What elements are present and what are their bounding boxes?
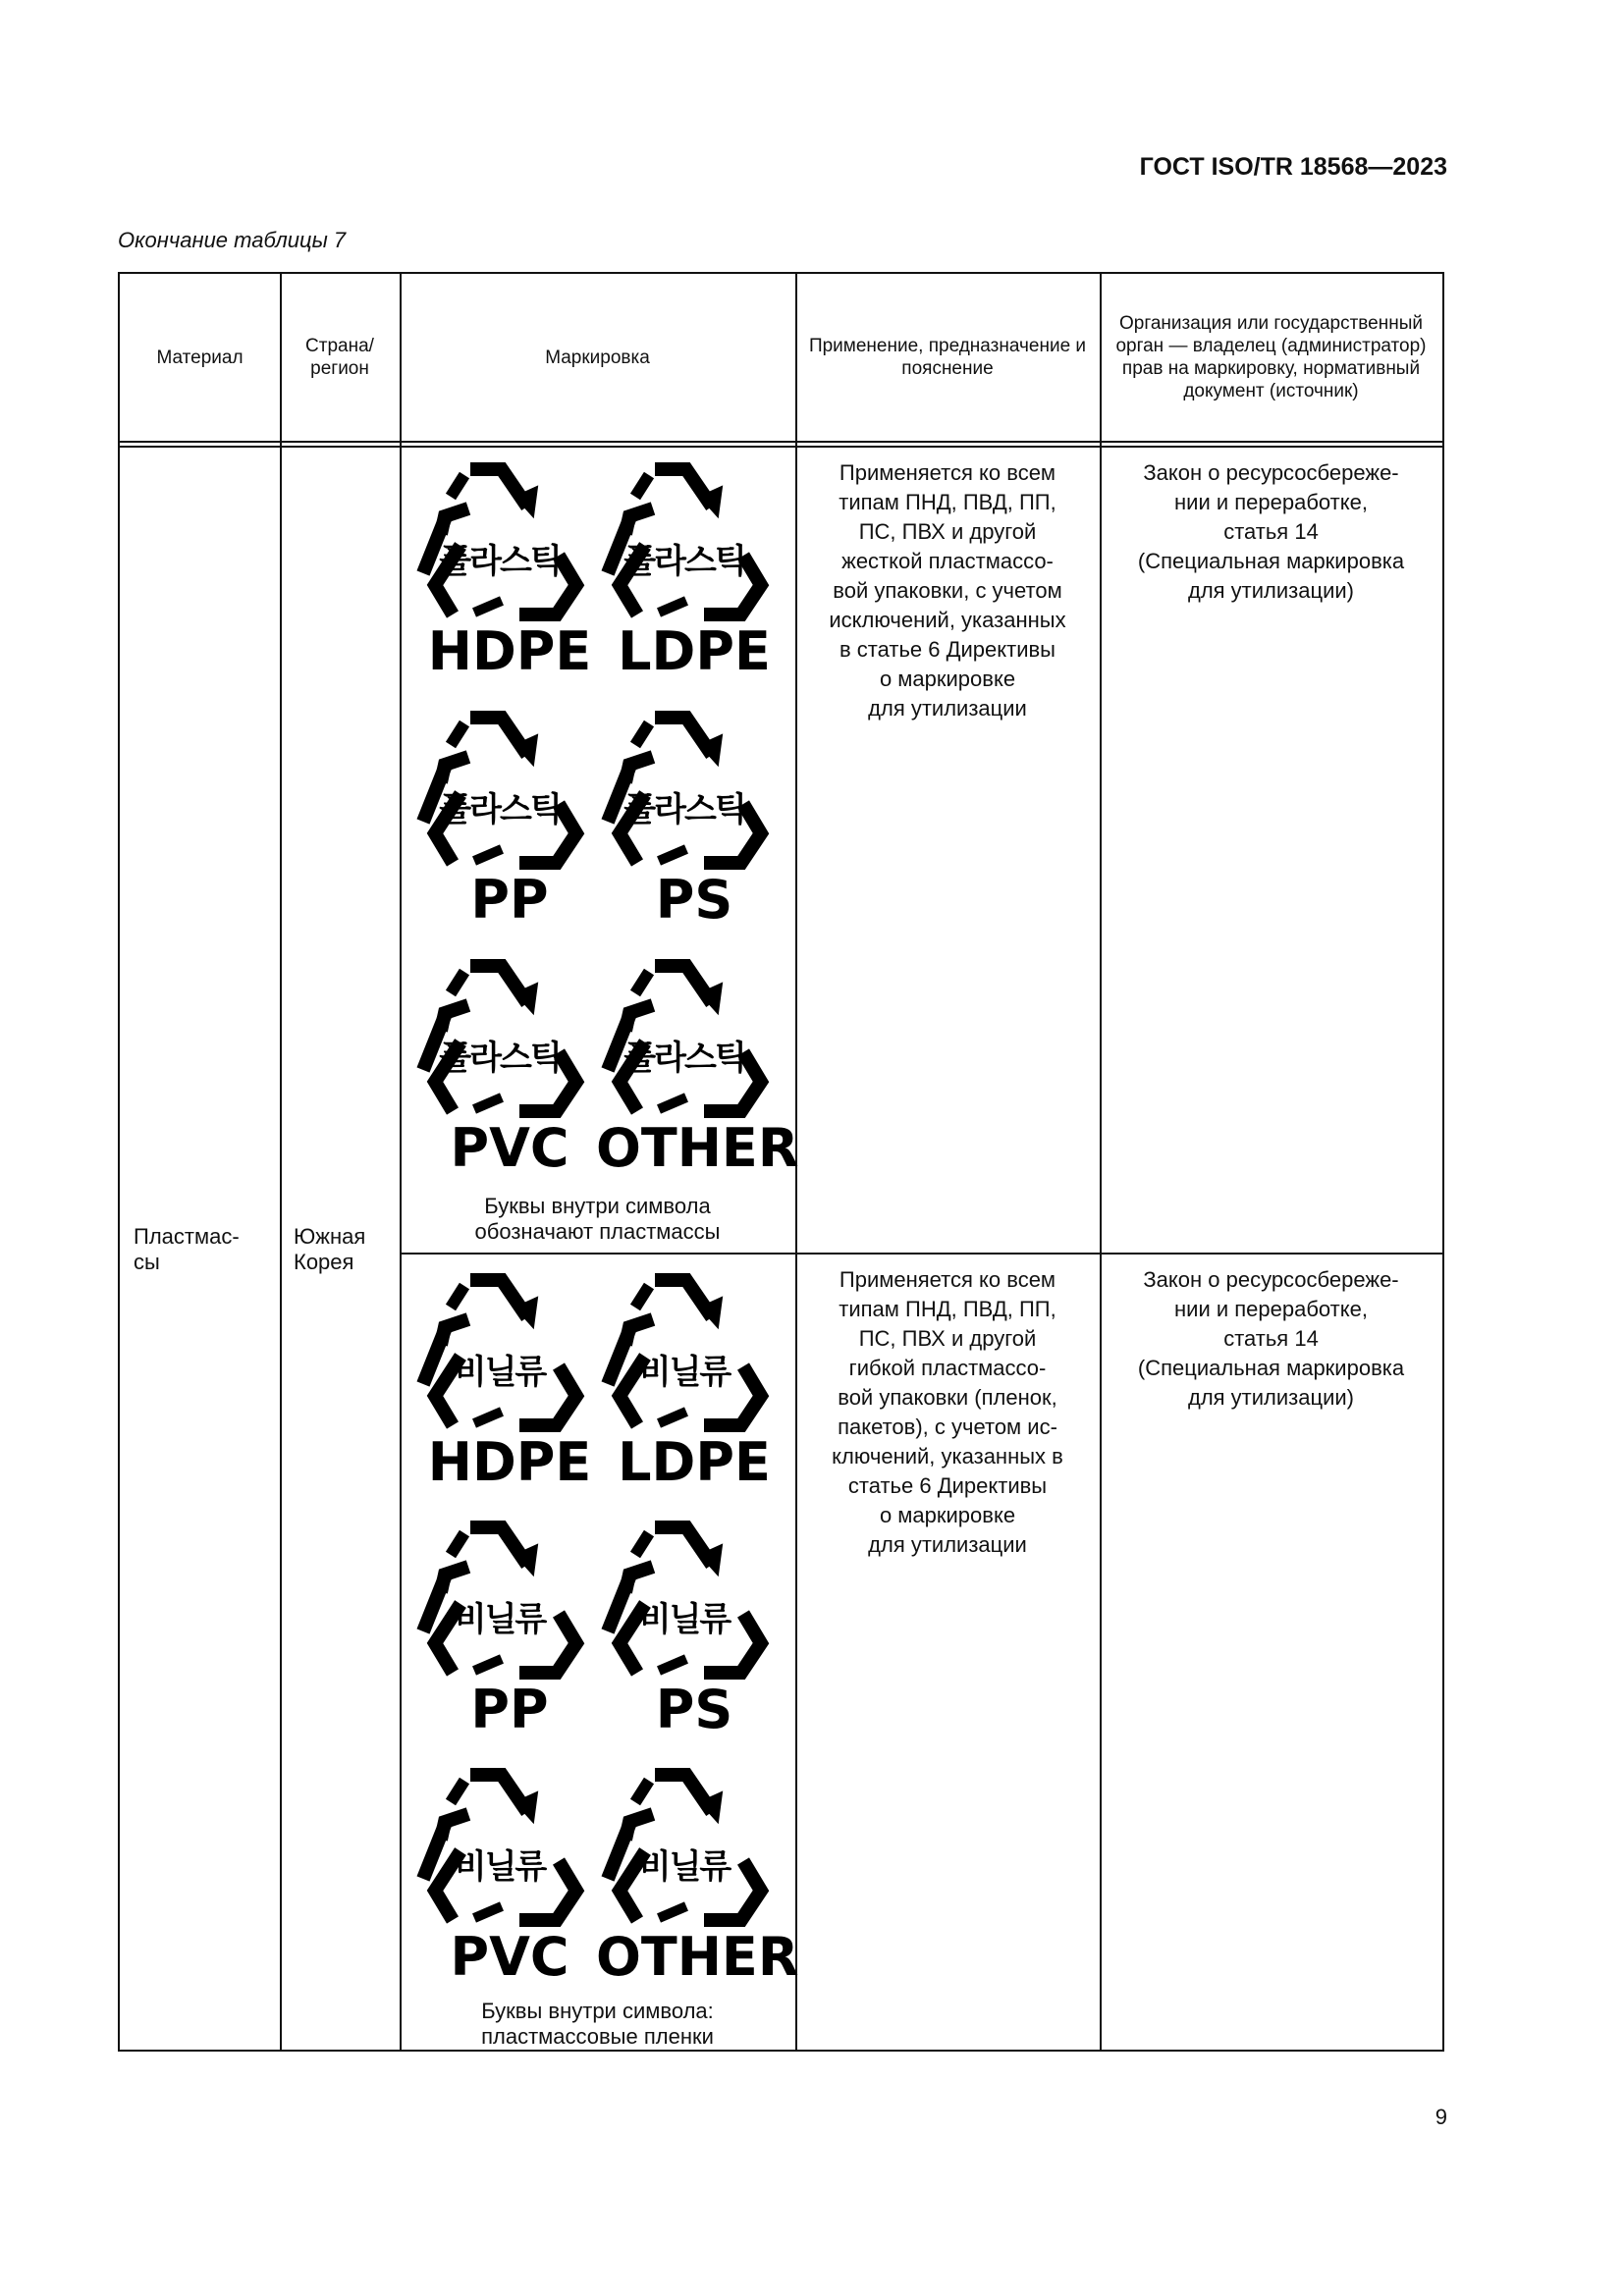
plastic-code: PS [655,869,733,931]
text-line: пакетов), с учетом ис- [838,1415,1057,1439]
text-line: Применяется ко всем [839,1267,1056,1292]
text-line: (Специальная маркировка [1137,1356,1405,1380]
text-line: статья 14 [1223,1326,1319,1351]
text-line: статья 14 [1223,519,1319,544]
column-divider [280,274,282,2050]
owner-cell-film [1100,1265,1442,1413]
plastic-code: PP [470,869,549,931]
owner-cell-rigid [1100,458,1442,606]
text-line: ПС, ПВХ и другой [858,1326,1037,1351]
text-line: ПС, ПВХ и другой [858,519,1037,544]
purpose-cell-film [795,1265,1100,1560]
country-cell: Южная Корея [294,1224,366,1274]
plastic-code: HDPE [427,1431,592,1493]
recycling-symbol [596,706,792,941]
korean-label: 비닐류 [638,1847,731,1887]
text-line: статье 6 Директивы [847,1473,1048,1498]
plastic-code: OTHER [596,1926,799,1988]
text-line: типам ПНД, ПВД, ПП, [839,490,1056,514]
recycling-symbol [411,1268,608,1504]
recycling-symbol [596,1516,792,1751]
text-line: в статье 6 Директивы [839,637,1056,662]
header-marking: Маркировка [545,347,650,368]
text-line: типам ПНД, ПВД, ПП, [839,1297,1056,1321]
recycling-symbol [596,1268,792,1504]
korean-label: 플라스틱 [623,1039,745,1078]
plastic-code: LDPE [618,1431,771,1493]
recycling-symbol [411,706,608,941]
text-line: для утилизации [868,696,1027,721]
plastic-code: PVC [450,1117,569,1179]
plastic-code: HDPE [427,620,592,682]
marking-cell-rigid [400,446,799,1253]
header-material: Материал [156,347,244,368]
recycling-symbol [596,954,799,1190]
korean-label: 플라스틱 [439,790,561,829]
text-line: нии и переработке, [1174,490,1368,514]
header-purpose: Применение, предназначение и пояснение [808,336,1087,379]
marking-table [118,272,1444,2052]
text-line: Применяется ко всем [839,460,1056,485]
korean-label: 비닐류 [638,1600,731,1639]
note-line: пластмассовые пленки [481,2024,714,2049]
document-code: ГОСТ ISO/TR 18568—2023 [1139,153,1447,181]
note-line: Буквы внутри символа [484,1194,711,1218]
korean-label: 플라스틱 [439,542,561,581]
recycling-symbol [596,457,792,693]
text-line: исключений, указанных [829,608,1066,632]
header-country: Страна/ регион [305,336,374,379]
text-line: нии и переработке, [1174,1297,1368,1321]
korean-label: 비닐류 [454,1847,546,1887]
purpose-cell-rigid [795,458,1100,723]
text-line: для утилизации) [1187,578,1355,603]
page-number: 9 [1435,2105,1447,2129]
plastic-code: LDPE [618,620,771,682]
text-line: жесткой пластмассо- [841,549,1054,573]
recycling-symbol [596,1763,799,1999]
text-line: вой упаковки, с учетом [833,578,1062,603]
marking-note [400,1194,795,1245]
header-owner: Организация или государственный орган — владелец (администратор) прав на маркировку, нормативный документ (источник) [1115,313,1427,401]
text-line: для утилизации [868,1532,1027,1557]
recycling-symbol [411,457,608,693]
note-line: обозначают пластмассы [474,1219,721,1244]
text-line: Закон о ресурсосбереже- [1143,1267,1399,1292]
plastic-code: PP [470,1679,549,1740]
korean-label: 플라스틱 [623,790,745,829]
korean-label: 비닐류 [638,1353,731,1392]
note-line: Буквы внутри символа: [481,1999,714,2023]
korean-label: 비닐류 [454,1600,546,1639]
plastic-code: PS [655,1679,733,1740]
plastic-code: PVC [450,1926,569,1988]
recycling-symbol [411,954,608,1190]
text-line: о маркировке [879,667,1016,691]
text-line: гибкой пластмассо- [848,1356,1047,1380]
plastic-code: OTHER [596,1117,799,1179]
header-divider [120,441,1442,443]
marking-cell-film [400,1255,799,2052]
table-continuation-caption: Окончание таблицы 7 [118,228,347,252]
text-line: вой упаковки (пленок, [838,1385,1057,1410]
korean-label: 비닐류 [454,1353,546,1392]
text-line: о маркировке [879,1503,1016,1527]
material-cell: Пластмас- сы [134,1224,240,1274]
recycling-symbol [411,1516,608,1751]
korean-label: 플라스틱 [623,542,745,581]
korean-label: 플라스틱 [439,1039,561,1078]
text-line: (Специальная маркировка [1137,549,1405,573]
text-line: Закон о ресурсосбереже- [1143,460,1399,485]
marking-note [400,1999,795,2050]
text-line: для утилизации) [1187,1385,1355,1410]
recycling-symbol [411,1763,608,1999]
text-line: ключений, указанных в [832,1444,1063,1468]
